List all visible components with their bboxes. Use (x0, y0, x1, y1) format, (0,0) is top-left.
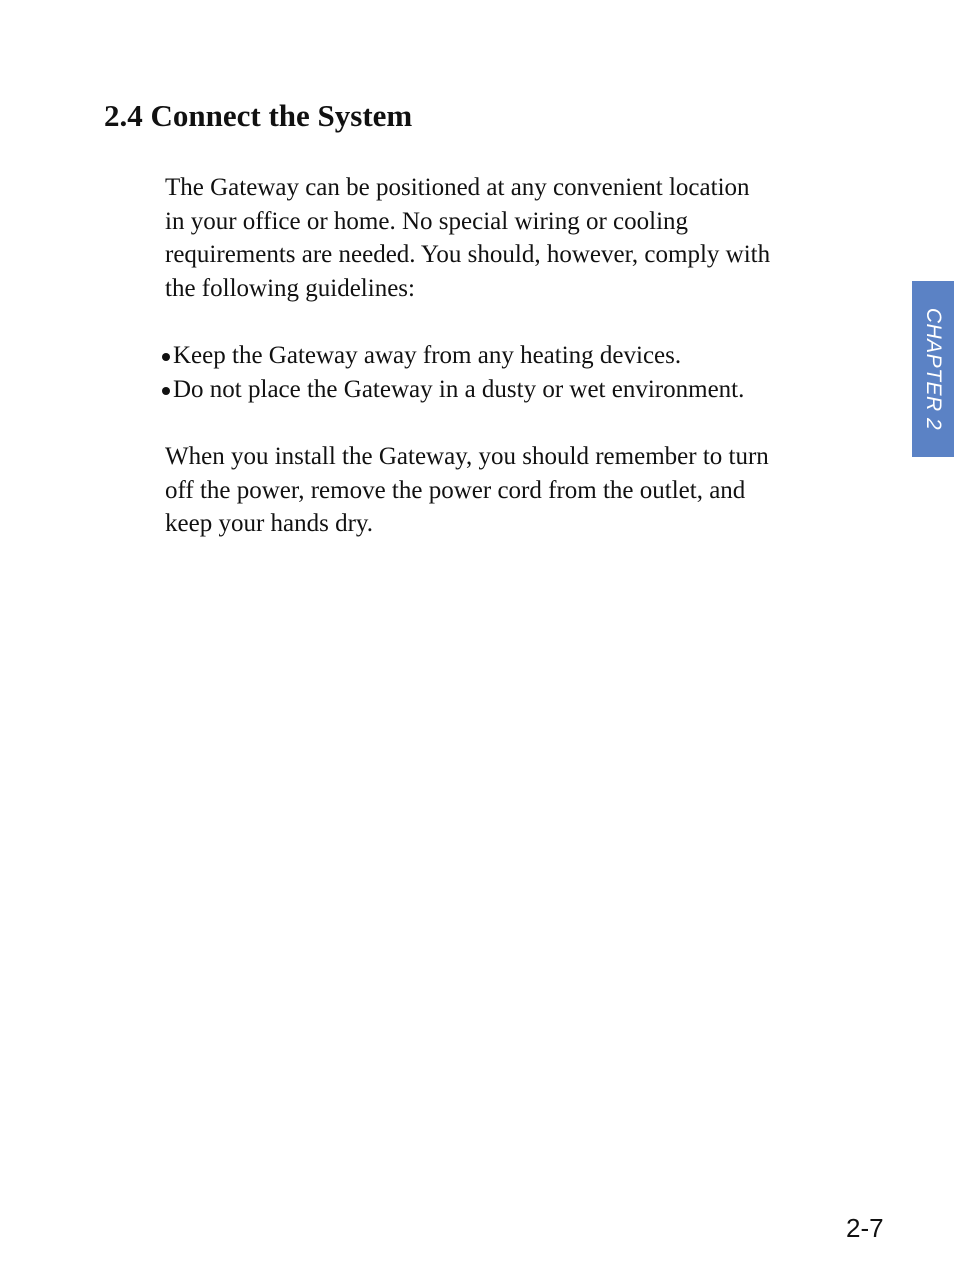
page-number: 2-7 (846, 1213, 884, 1243)
bullet-icon (162, 387, 170, 395)
intro-paragraph (165, 171, 865, 306)
section-title: 2.4 Connect the System (104, 98, 413, 133)
guideline-text: Do not place the Gateway in a dusty or wet environment. (173, 375, 745, 403)
paragraph-line: keep your hands dry. (165, 510, 374, 538)
bullet-icon (162, 353, 170, 361)
chapter-tab-label: CHAPTER 2 (922, 307, 945, 431)
guideline-text: Keep the Gateway away from any heating devices. (173, 342, 682, 369)
guidelines-list (165, 339, 865, 406)
guideline-item (162, 373, 862, 407)
paragraph-line: When you install the Gateway, you should remember to turn (165, 443, 769, 470)
paragraph-line: in your office or home. No special wiring or cooling (165, 207, 689, 235)
paragraph-line: off the power, remove the power cord from the outlet, and (165, 476, 746, 504)
guideline-item (162, 339, 862, 373)
paragraph-line: requirements are needed. You should, however, comply with (165, 241, 771, 269)
install-paragraph (165, 440, 865, 541)
paragraph-line: the following guidelines: (165, 275, 415, 303)
paragraph-line: The Gateway can be positioned at any convenient location (165, 174, 750, 201)
chapter-tab (912, 281, 954, 457)
